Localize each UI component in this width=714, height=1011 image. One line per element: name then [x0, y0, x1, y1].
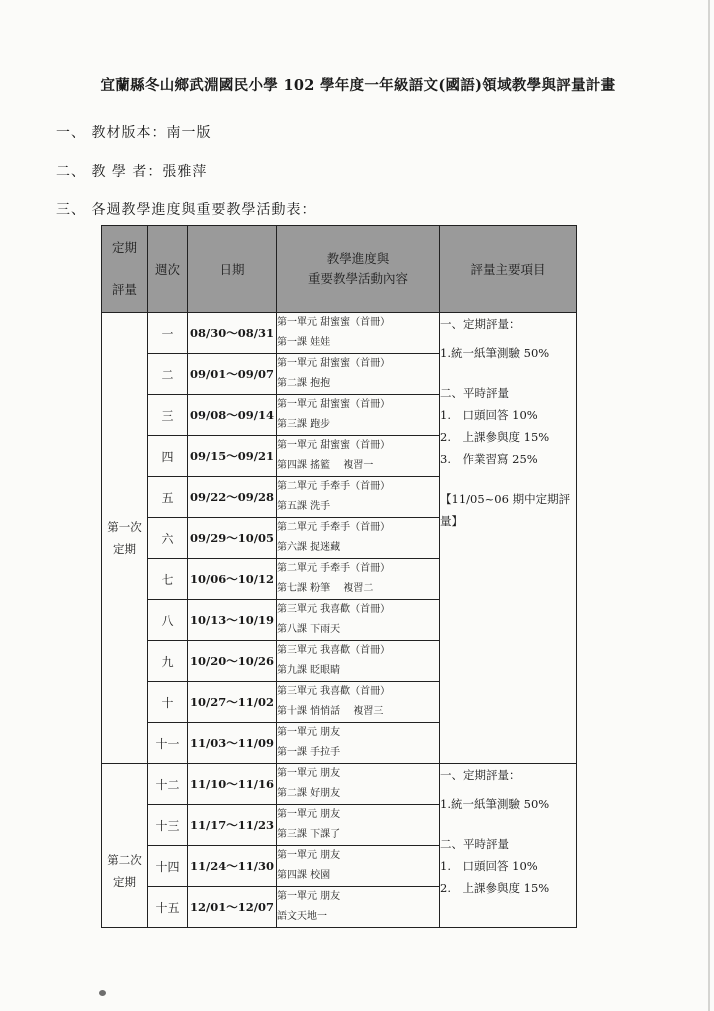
exam-note-line2: 量】 [440, 514, 463, 528]
header-assessment: 評量主要項目 [440, 226, 577, 313]
textbook-version: 一、 教材版本：南一版 [56, 125, 212, 141]
content-cell [277, 477, 440, 518]
lesson-line: 第六課 捉迷藏 [277, 542, 341, 553]
unit-line: 第一單元 朋友 [277, 727, 341, 738]
week-cell: 三 [148, 395, 188, 436]
week-cell: 九 [148, 641, 188, 682]
assess-usual-heading: 二、平時評量 [440, 386, 509, 400]
date-cell: 10/27～11/02 [188, 682, 277, 723]
lesson-line: 第四課 搖籃 複習一 [277, 460, 374, 471]
lesson-line: 第四課 校園 [277, 870, 331, 881]
date-cell: 11/10～11/16 [188, 764, 277, 805]
header-date: 日期 [188, 226, 277, 313]
content-cell [277, 846, 440, 887]
unit-line: 第一單元 甜蜜蜜（首冊） [277, 399, 391, 410]
content-cell [277, 723, 440, 764]
page-edge [708, 0, 710, 1011]
assessment-second [440, 764, 577, 928]
unit-line: 第一單元 朋友 [277, 809, 341, 820]
week-cell: 十三 [148, 805, 188, 846]
assess-usual-1: 1. 口頭回答 10% [440, 408, 538, 422]
week-cell: 一 [148, 313, 188, 354]
exam-note-line1: 【11/05~06 期中定期評 [440, 492, 571, 506]
assessment-first [440, 313, 577, 764]
assess-usual-3: 3. 作業習寫 25% [440, 452, 538, 466]
header-content-line2: 重要教學活動內容 [307, 271, 408, 286]
header-content [277, 226, 440, 313]
header-period [102, 226, 148, 313]
content-cell [277, 682, 440, 723]
assess-periodic-item: 1.統一紙筆測驗 50% [440, 346, 550, 360]
ink-spot [99, 990, 106, 996]
schedule-table [101, 225, 577, 928]
content-cell [277, 518, 440, 559]
date-cell: 11/03～11/09 [188, 723, 277, 764]
unit-line: 第二單元 手牽手（首冊） [277, 481, 391, 492]
table-row [102, 313, 577, 354]
lesson-line: 第十課 悄悄話 複習三 [277, 706, 384, 717]
content-cell [277, 600, 440, 641]
assess-usual-2: 2. 上課參與度 15% [440, 430, 550, 444]
date-cell: 10/20～10/26 [188, 641, 277, 682]
week-cell: 十 [148, 682, 188, 723]
period-first [102, 313, 148, 764]
lesson-line: 語文天地一 [277, 911, 327, 922]
table-row [102, 764, 577, 805]
assess-usual-2: 2. 上課參與度 15% [440, 881, 550, 895]
week-cell: 五 [148, 477, 188, 518]
document-title: 宜蘭縣冬山鄉武淵國民小學 102 學年度一年級語文(國語)領域教學與評量計畫 [100, 77, 616, 94]
teacher-name: 二、 教 學 者：張雅萍 [56, 164, 208, 180]
week-cell: 六 [148, 518, 188, 559]
content-cell [277, 436, 440, 477]
date-cell: 12/01～12/07 [188, 887, 277, 928]
lesson-line: 第五課 洗手 [277, 501, 331, 512]
content-cell [277, 764, 440, 805]
period-second [102, 764, 148, 928]
week-cell: 四 [148, 436, 188, 477]
date-cell: 09/22～09/28 [188, 477, 277, 518]
lesson-line: 第一課 手拉手 [277, 747, 341, 758]
date-cell: 09/29～10/05 [188, 518, 277, 559]
week-cell: 十五 [148, 887, 188, 928]
date-cell: 09/01～09/07 [188, 354, 277, 395]
unit-line: 第一單元 甜蜜蜜（首冊） [277, 358, 391, 369]
week-cell: 七 [148, 559, 188, 600]
week-cell: 十四 [148, 846, 188, 887]
content-cell [277, 887, 440, 928]
content-cell [277, 559, 440, 600]
week-cell: 二 [148, 354, 188, 395]
lesson-line: 第三課 下課了 [277, 829, 341, 840]
assess-usual-1: 1. 口頭回答 10% [440, 859, 538, 873]
unit-line: 第三單元 我喜歡（首冊） [277, 645, 391, 656]
lesson-line: 第七課 粉筆 複習二 [277, 583, 374, 594]
week-cell: 八 [148, 600, 188, 641]
unit-line: 第二單元 手牽手（首冊） [277, 563, 391, 574]
lesson-line: 第二課 抱抱 [277, 378, 331, 389]
header-period-line1: 定期 [111, 240, 137, 255]
lesson-line: 第三課 跑步 [277, 419, 331, 430]
week-cell: 十二 [148, 764, 188, 805]
assess-periodic-heading: 一、定期評量： [440, 768, 521, 782]
lesson-line: 第二課 好朋友 [277, 788, 341, 799]
schedule-heading: 三、 各週教學進度與重要教學活動表： [56, 202, 317, 218]
unit-line: 第一單元 甜蜜蜜（首冊） [277, 440, 391, 451]
unit-line: 第一單元 朋友 [277, 891, 341, 902]
content-cell [277, 805, 440, 846]
header-content-line1: 教學進度與 [326, 251, 390, 266]
lesson-line: 第九課 眨眼睛 [277, 665, 341, 676]
assess-usual-heading: 二、平時評量 [440, 837, 509, 851]
content-cell [277, 395, 440, 436]
week-cell: 十一 [148, 723, 188, 764]
table-header-row [102, 226, 577, 313]
unit-line: 第三單元 我喜歡（首冊） [277, 604, 391, 615]
period-second-line2: 定期 [113, 874, 136, 889]
unit-line: 第一單元 甜蜜蜜（首冊） [277, 317, 391, 328]
content-cell [277, 354, 440, 395]
date-cell: 09/15～09/21 [188, 436, 277, 477]
date-cell: 10/13～10/19 [188, 600, 277, 641]
unit-line: 第一單元 朋友 [277, 768, 341, 779]
date-cell: 11/24～11/30 [188, 846, 277, 887]
assess-periodic-heading: 一、定期評量： [440, 317, 521, 331]
lesson-line: 第一課 娃娃 [277, 337, 331, 348]
period-second-line1: 第二次 [107, 852, 142, 867]
header-week: 週次 [148, 226, 188, 313]
unit-line: 第三單元 我喜歡（首冊） [277, 686, 391, 697]
date-cell: 11/17～11/23 [188, 805, 277, 846]
unit-line: 第二單元 手牽手（首冊） [277, 522, 391, 533]
date-cell: 08/30～08/31 [188, 313, 277, 354]
period-first-line2: 定期 [113, 542, 136, 556]
header-period-line2: 評量 [111, 282, 137, 297]
period-first-line1: 第一次 [107, 520, 142, 534]
content-cell [277, 313, 440, 354]
unit-line: 第一單元 朋友 [277, 850, 341, 861]
date-cell: 09/08～09/14 [188, 395, 277, 436]
lesson-line: 第八課 下雨天 [277, 624, 341, 635]
content-cell [277, 641, 440, 682]
date-cell: 10/06～10/12 [188, 559, 277, 600]
assess-periodic-item: 1.統一紙筆測驗 50% [440, 797, 550, 811]
